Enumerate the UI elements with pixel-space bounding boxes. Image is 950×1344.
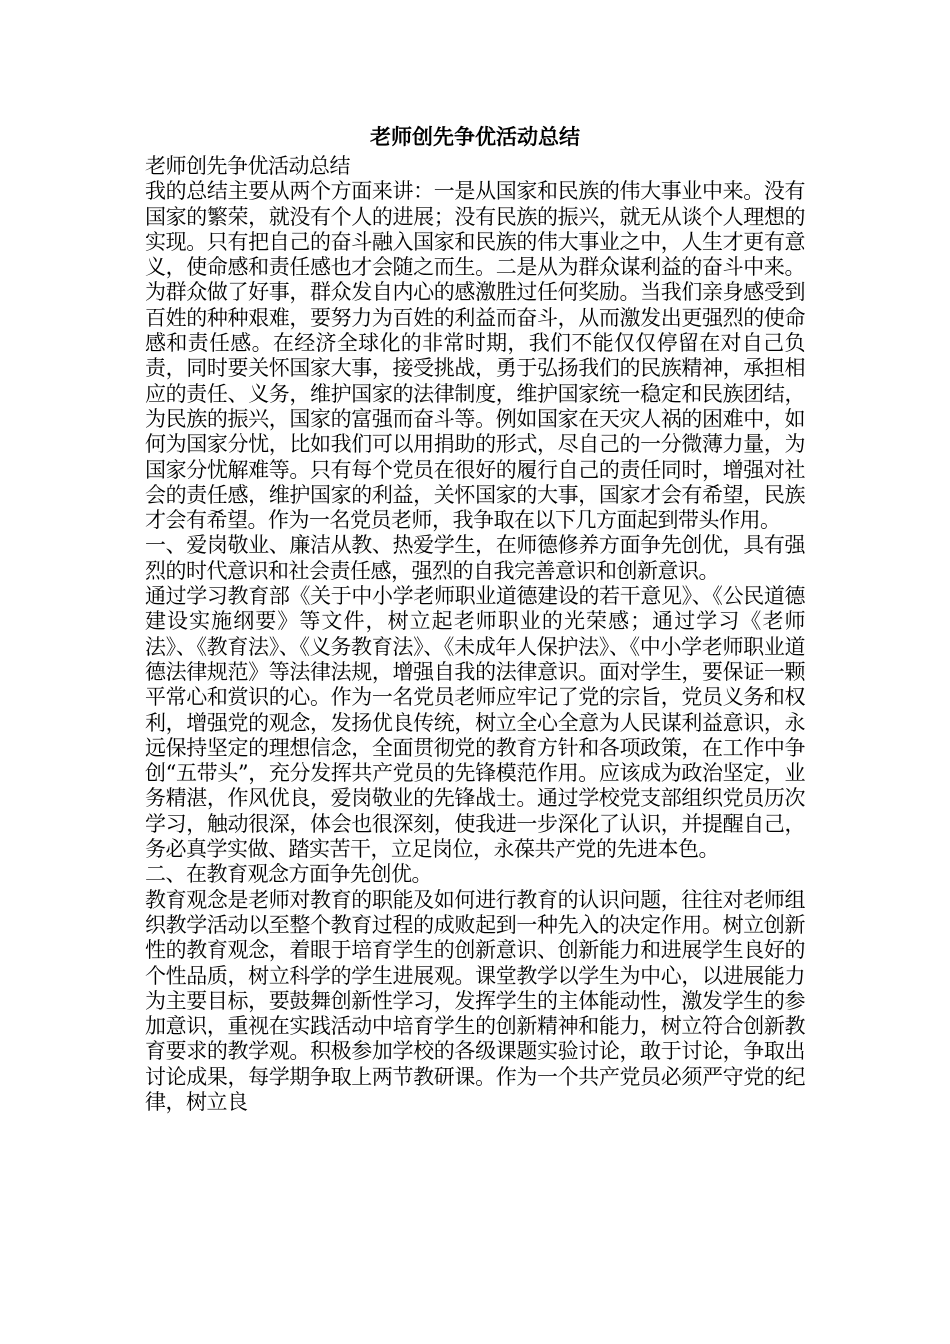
- paragraph-section-2: 教育观念是老师对教育的职能及如何进行教育的认识问题，往往对老师组织教学活动以至整个教育过程的成败起到一种先入的决定作用。树立创新性的教育观念，着眼于培育学生的创新意识、创新能力和进展学生良好的个性品质，树立科学的学生进展观。课堂教学以学生为中心，以进展能力为主要目标，要鼓舞创新性学习，发挥学生的主体能动性，激发学生的参加意识，重视在实践活动中培育学生的创新精神和能力，树立符合创新教育要求的教学观。积极参加学校的各级课题实验讨论，敢于讨论，争取出讨论成果，每学期争取上两节教研课。作为一个共产党员必须严守党的纪律，树立良: [145, 887, 805, 1114]
- document-page: [145, 120, 805, 1115]
- document-title: 老师创先争优活动总结: [370, 124, 580, 149]
- section-heading-2: 二、在教育观念方面争先创优。: [145, 862, 432, 887]
- section-heading-1: 一、爱岗敬业、廉洁从教、热爱学生，在师德修养方面争先创优，具有强烈的时代意识和社会责任感，强烈的自我完善意识和创新意识。: [145, 533, 805, 583]
- paragraph-intro: 我的总结主要从两个方面来讲：一是从国家和民族的伟大事业中来。没有国家的繁荣，就没有个人的进展；没有民族的振兴，就无从谈个人理想的实现。只有把自己的奋斗融入国家和民族的伟大事业之中，人生才更有意义，使命感和责任感也才会随之而生。二是从为群众谋利益的奋斗中来。为群众做了好事，群众发自内心的感激胜过任何奖励。当我们亲身感受到百姓的种种艰难，要努力为百姓的利益而奋斗，从而激发出更强烈的使命感和责任感。在经济全球化的非常时期，我们不能仅仅停留在对自己负责，同时要关怀国家大事，接受挑战，勇于弘扬我们的民族精神，承担相应的责任、义务，维护国家的法律制度，维护国家统一稳定和民族团结，为民族的振兴，国家的富强而奋斗等。例如国家在天灾人祸的困难中，如何为国家分忧，比如我们可以用捐助的形式，尽自己的一分微薄力量，为国家分忧解难等。只有每个党员在很好的履行自己的责任同时，增强对社会的责任感，维护国家的利益，关怀国家的大事，国家才会有希望，民族才会有希望。作为一名党员老师，我争取在以下几方面起到带头作用。: [145, 179, 805, 533]
- paragraph-section-1: 通过学习教育部《关于中小学老师职业道德建设的若干意见》、《公民道德建设实施纲要》等文件，树立起老师职业的光荣感；通过学习《老师法》、《教育法》、《义务教育法》、《未成年人保护法》、《中小学老师职业道德法律规范》等法律法规，增强自我的法律意识。面对学生，要保证一颗平常心和赏识的心。作为一名党员老师应牢记了党的宗旨，党员义务和权利，增强党的观念，发扬优良传统，树立全心全意为人民谋利益意识，永远保持坚定的理想信念，全面贯彻党的教育方针和各项政策，在工作中争创“五带头”，充分发挥共产党员的先锋模范作用。应该成为政治坚定，业务精湛，作风优良，爱岗敬业的先锋战士。通过学校党支部组织党员历次学习，触动很深，体会也很深刻，使我进一步深化了认识，并提醒自己，务必真学实做、踏实苦干，立足岗位，永葆共产党的先进本色。: [145, 584, 805, 862]
- paragraph-subtitle: 老师创先争优活动总结: [145, 154, 350, 178]
